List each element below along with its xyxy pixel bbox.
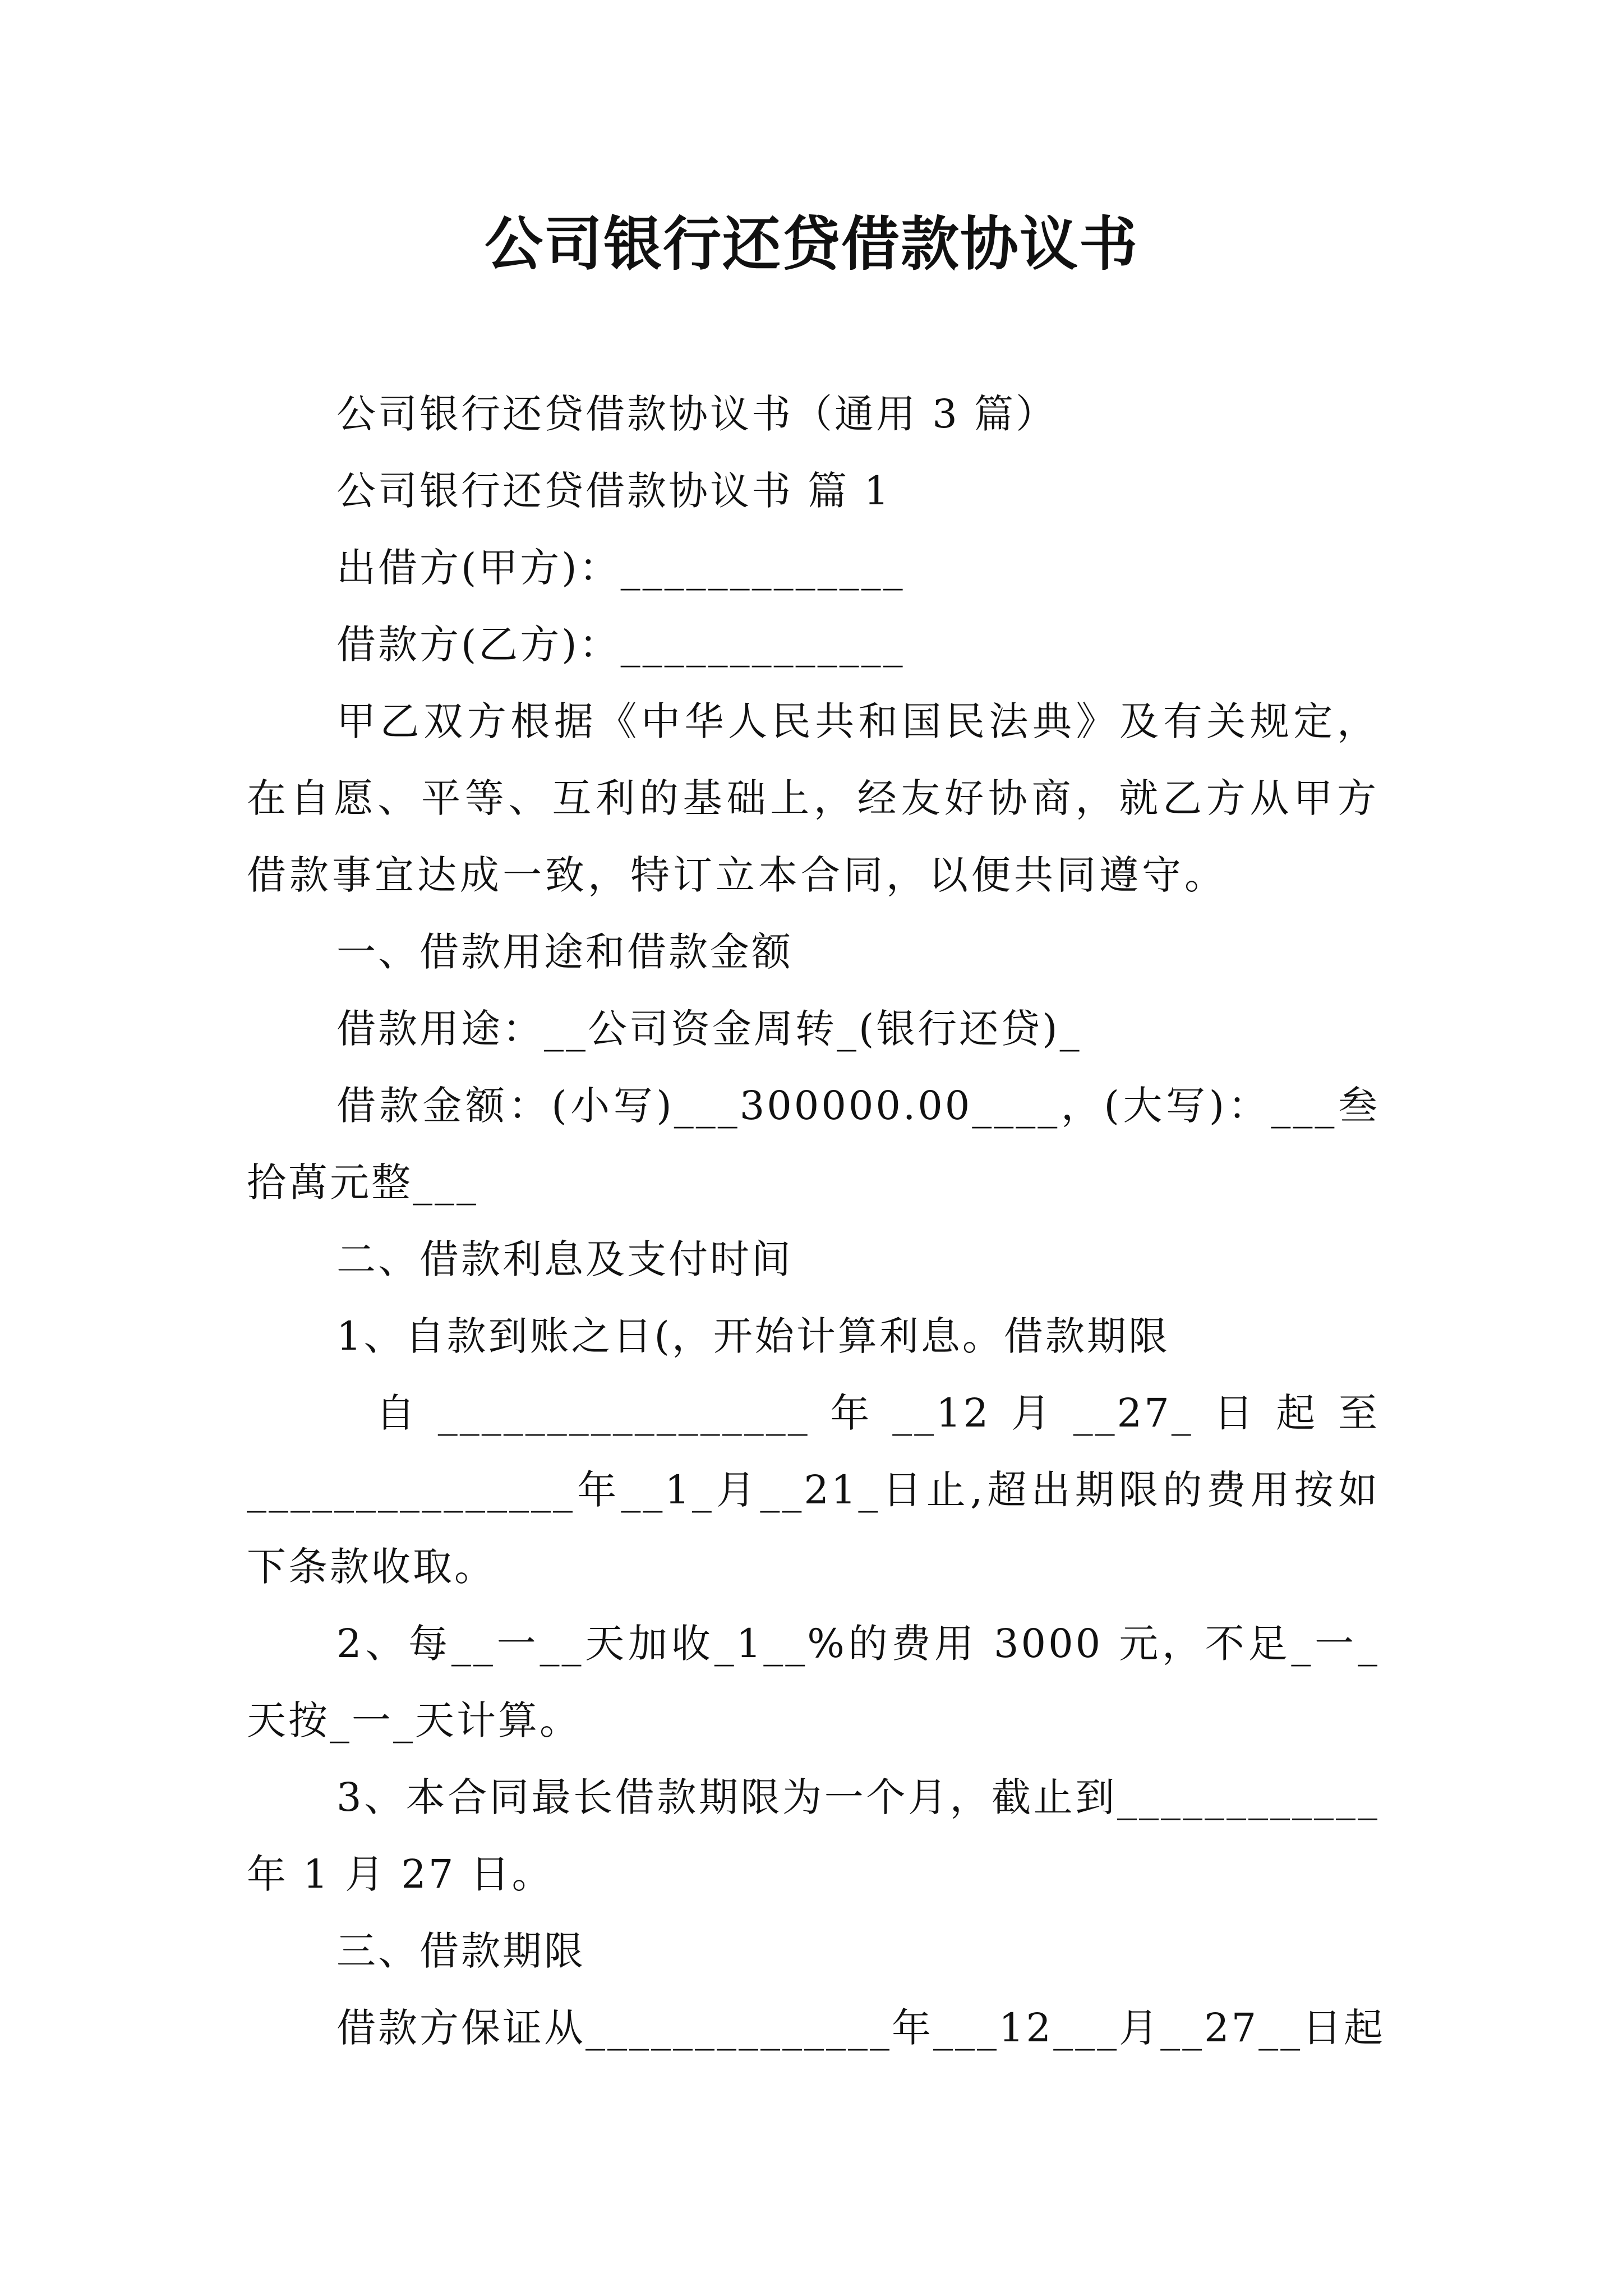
token: __12 <box>892 1390 991 1436</box>
token: __27_ <box>1073 1390 1193 1436</box>
document-body <box>247 376 1386 2067</box>
token: 至 <box>1338 1390 1380 1436</box>
item-3-paragraph: 3、本合同最长借款期限为一个月，截止到____________年 1 月 27 日。 <box>247 1774 1380 1897</box>
token: _________________ <box>437 1390 810 1436</box>
term-line: 借款方保证从______________年___12___月__27__日起 <box>336 2005 1386 2051</box>
item-2-paragraph: 2、每__一__天加收_1__%的费用 3000 元，不足_一_天按_一_天计算。 <box>247 1621 1380 1743</box>
token: 日 <box>1214 1390 1256 1436</box>
item-1-line-1: 1、自款到账之日(，开始计算利息。借款期限 <box>336 1313 1170 1359</box>
item-1-line-3: _______________年__1_月__21_日止,超出期限的费用按如下条款收取。 <box>247 1467 1380 1590</box>
borrower-line: 借款方(乙方)：_____________ <box>336 622 905 668</box>
token: 年 <box>830 1390 872 1436</box>
lender-line: 出借方(甲方)：_____________ <box>336 545 905 591</box>
token: 起 <box>1276 1390 1318 1436</box>
item-1-line-2 <box>247 1375 1380 1452</box>
section-1-heading: 一、借款用途和借款金额 <box>336 929 793 975</box>
document-title: 公司银行还贷借款协议书 <box>484 209 1138 278</box>
section-2-heading: 二、借款利息及支付时间 <box>336 1236 793 1282</box>
loan-purpose-line: 借款用途：__公司资金周转_(银行还贷)_ <box>336 1006 1082 1052</box>
token: 自 <box>376 1390 417 1436</box>
subtitle: 公司银行还贷借款协议书（通用 3 篇） <box>336 391 1058 437</box>
token: 月 <box>1011 1390 1053 1436</box>
part-heading: 公司银行还贷借款协议书 篇 1 <box>336 468 892 514</box>
loan-amount-paragraph: 借款金额：(小写)___300000.00____，(大写)：___叁拾萬元整___ <box>247 1083 1380 1205</box>
section-3-heading: 三、借款期限 <box>336 1928 585 1974</box>
preamble-paragraph: 甲乙双方根据《中华人民共和国民法典》及有关规定，在自愿、平等、互利的基础上，经友好协商，就乙方从甲方借款事宜达成一致，特订立本合同，以便共同遵守。 <box>247 698 1380 898</box>
